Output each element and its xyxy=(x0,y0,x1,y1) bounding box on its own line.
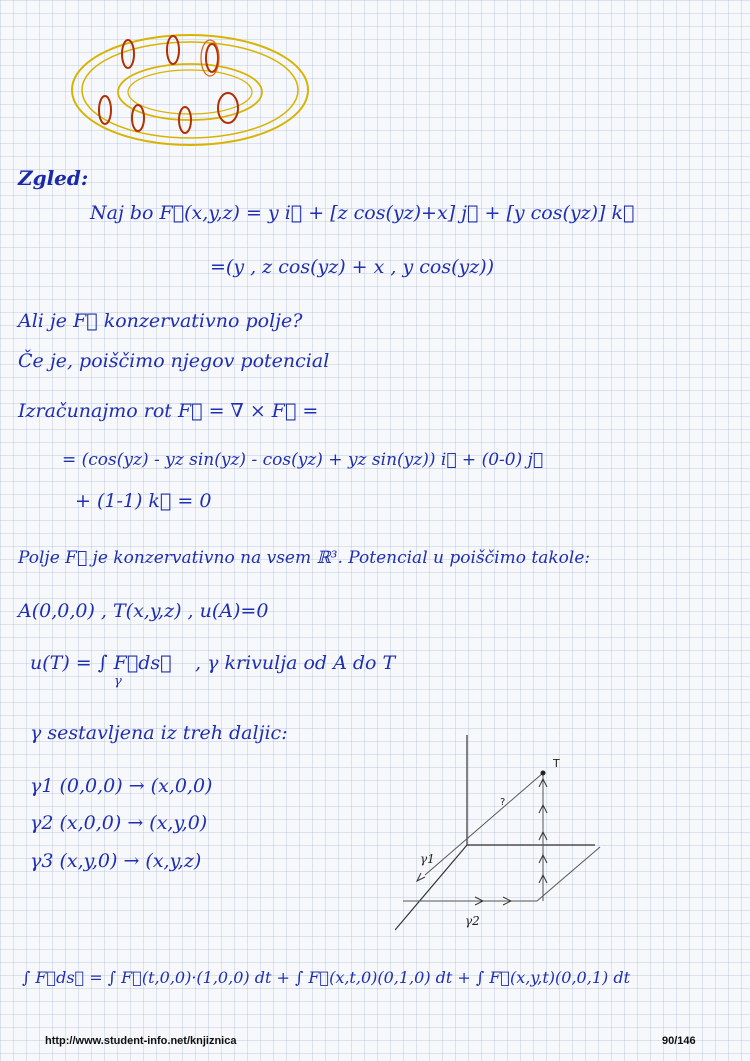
curve-description: , γ krivulja od A do T xyxy=(195,652,396,674)
conservative-statement: Polje F⃗ je konzervativno na vsem ℝ³. Potencial u poiščimo takole: xyxy=(18,548,591,568)
segments-intro: γ sestavljena iz treh daljic: xyxy=(30,722,288,744)
field-components: =(y , z cos(yz) + x , y cos(yz)) xyxy=(210,256,495,278)
potential-integral-sub: γ xyxy=(114,674,122,689)
diagram-label-gamma2: γ2 xyxy=(465,914,480,928)
path-diagram xyxy=(395,735,625,945)
diagram-label-gamma1: γ1 xyxy=(420,852,435,866)
find-potential: Če je, poiščimo njegov potencial xyxy=(18,350,330,372)
potential-integral: u(T) = ∫ F⃗ds⃗ xyxy=(30,652,172,674)
points-definition: A(0,0,0) , T(x,y,z) , u(A)=0 xyxy=(18,600,269,622)
footer-page-number: 90/146 xyxy=(662,1035,696,1047)
compute-rot: Izračunajmo rot F⃗ = ∇ × F⃗ = xyxy=(18,400,319,422)
torus-sketch xyxy=(60,20,320,160)
diagram-label-t: T xyxy=(553,757,560,770)
diagram-label-q: ? xyxy=(500,797,506,808)
rot-line-1: = (cos(yz) - yz sin(yz) - cos(yz) + yz sin(yz)) i⃗ + (0-0) j⃗ xyxy=(62,450,544,470)
segment-2: γ2 (x,0,0) → (x,y,0) xyxy=(30,812,208,834)
rot-line-2: + (1-1) k⃗ = 0 xyxy=(75,490,212,512)
example-heading: Zgled: xyxy=(18,166,89,190)
field-definition: Naj bo F⃗(x,y,z) = y i⃗ + [z cos(yz)+x] j⃗ + [y cos(yz)] k⃗ xyxy=(90,202,635,224)
segment-1: γ1 (0,0,0) → (x,0,0) xyxy=(30,775,213,797)
line-integral-sum: ∫ F⃗ds⃗ = ∫ F⃗(t,0,0)·(1,0,0) dt + ∫ F⃗(x,t,0)(0,1,0) dt + ∫ F⃗(x,y,t)(0,0,1) dt xyxy=(22,968,630,987)
segment-3: γ3 (x,y,0) → (x,y,z) xyxy=(30,850,202,872)
footer-url[interactable]: http://www.student-info.net/knjiznica xyxy=(45,1035,237,1047)
question-conservative: Ali je F⃗ konzervativno polje? xyxy=(18,310,303,332)
